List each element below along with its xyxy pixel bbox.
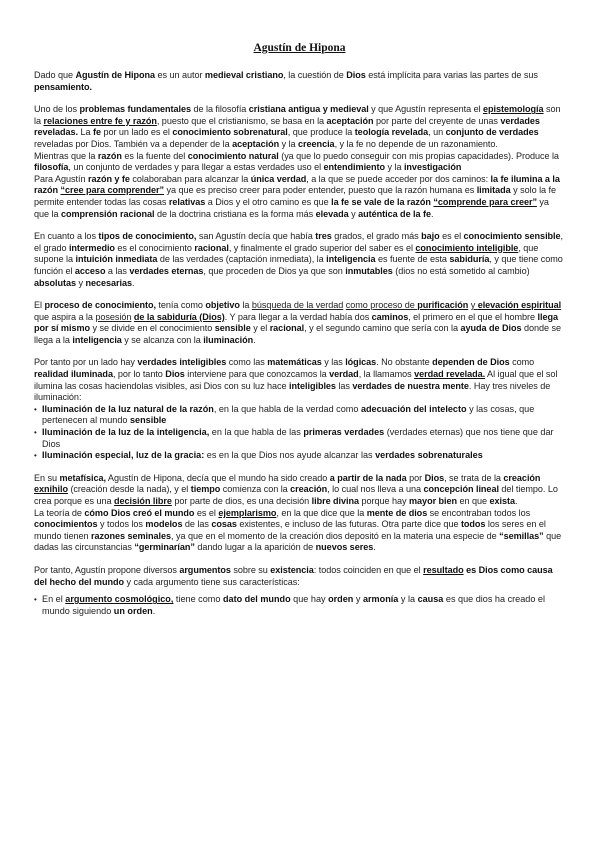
text-run: , la cuestión de bbox=[283, 70, 347, 80]
text-run: En su bbox=[34, 472, 60, 483]
text-run: (dios no está sometido al cambio) bbox=[392, 265, 530, 276]
text-run: que aspira a la bbox=[34, 311, 96, 322]
text-run: primeras verdades bbox=[303, 427, 385, 438]
list-item bbox=[34, 404, 565, 427]
text-run: y la bbox=[385, 162, 404, 173]
text-run: las bbox=[335, 380, 353, 391]
text-run: única verdad bbox=[250, 173, 307, 184]
text-run: modelos bbox=[145, 519, 183, 530]
text-run: porque hay bbox=[359, 496, 410, 506]
text-run: tres bbox=[315, 231, 332, 242]
text-run: es el conocimiento bbox=[114, 242, 195, 253]
text-run: , que supone la bbox=[34, 242, 539, 265]
text-run: tiene como bbox=[173, 594, 223, 605]
text-run: Iluminación de la luz de la inteligencia, bbox=[42, 427, 210, 438]
list-item bbox=[34, 450, 565, 462]
text-run: , a la que se puede acceder por dos caminos: bbox=[306, 173, 491, 184]
text-run: , por lo tanto bbox=[112, 369, 166, 380]
text-run: Al igual que el sol ilumina las cosas haciendolas visibles, asi Dios con su luz hace bbox=[34, 369, 558, 391]
text-run: Por tanto, Agustín propone diversos bbox=[34, 564, 180, 575]
text-run: medieval cristiano bbox=[204, 70, 284, 80]
text-run: “semillas” bbox=[499, 530, 544, 541]
text-run: creación bbox=[290, 484, 328, 495]
text-run: posesión bbox=[95, 311, 132, 322]
text-run: y cada argumento tiene sus características: bbox=[124, 576, 300, 587]
text-run: del tiempo. Lo crea porque es una bbox=[34, 484, 558, 506]
list-item bbox=[34, 594, 565, 617]
text-run: los seres en el mundo tienen bbox=[34, 519, 546, 541]
text-run: en que bbox=[457, 496, 490, 506]
text-run: que dadas las circunstancias bbox=[34, 530, 562, 553]
text-run: objetivo bbox=[205, 300, 240, 311]
text-run: , puesto que el cristianismo, se basa en la bbox=[156, 115, 327, 126]
text-run: de la sabiduría (Dios) bbox=[133, 311, 225, 322]
text-run: caminos bbox=[371, 311, 409, 322]
text-run: un orden bbox=[113, 605, 153, 616]
text-run: verdades de nuestra mente bbox=[352, 380, 469, 391]
text-run: y las bbox=[321, 357, 346, 368]
text-run: El bbox=[34, 300, 45, 311]
text-run: , y finalmente el grado superior del saber es el bbox=[228, 242, 416, 253]
text-run: adecuación del intelecto bbox=[360, 403, 467, 414]
text-run: cosas bbox=[211, 519, 237, 530]
text-run: elevación espiritual bbox=[477, 300, 562, 311]
text-run: , un conjunto de verdades y para llegar a estas verdades uso el bbox=[68, 162, 324, 173]
paragraph-razon bbox=[34, 151, 565, 174]
text-run: mayor bien bbox=[409, 496, 458, 506]
text-run: ejemplarismo bbox=[218, 507, 277, 518]
text-run: limitada bbox=[476, 185, 511, 196]
text-run: sensible bbox=[129, 415, 167, 426]
text-run: acceso bbox=[74, 265, 106, 276]
text-run: inteligibles bbox=[289, 380, 336, 391]
text-run: mente de dios bbox=[366, 507, 428, 518]
text-run: interviene para que conozcamos la bbox=[184, 369, 330, 380]
text-run: , el grado bbox=[34, 231, 564, 253]
text-run: necesarias bbox=[85, 277, 132, 288]
text-run: orden bbox=[328, 594, 354, 605]
text-run: y bbox=[353, 594, 363, 605]
text-run: , y la fe no depende de un razonamiento. bbox=[334, 138, 498, 149]
text-run: son la bbox=[34, 104, 561, 126]
text-run: conocimiento inteligible bbox=[415, 242, 519, 253]
text-run: existencia bbox=[270, 564, 314, 575]
text-run: purificación bbox=[417, 300, 469, 311]
text-run: existentes, e incluso de las futuras. Otra parte dice que bbox=[236, 519, 461, 530]
text-run: decisión libre bbox=[113, 496, 172, 506]
text-run: de la filosofía bbox=[191, 104, 249, 115]
text-run: matemáticas bbox=[267, 357, 322, 368]
text-run: La bbox=[78, 127, 93, 138]
text-run: dando lugar a la aparición de bbox=[194, 542, 316, 553]
text-run: a Dios y el otro camino es que bbox=[205, 196, 332, 207]
paragraph-proceso-conocimiento bbox=[34, 300, 565, 346]
text-run: pensamiento. bbox=[34, 81, 93, 92]
text-run: por parte de dios, es una decisión bbox=[171, 496, 312, 506]
text-run: epistemología bbox=[483, 104, 544, 115]
text-run: elevada bbox=[315, 208, 349, 219]
text-run: metafísica, bbox=[59, 472, 106, 483]
text-run: la fe ilumina a la razón bbox=[34, 173, 560, 196]
text-run: “cree para comprender” bbox=[60, 185, 165, 196]
text-run: y la bbox=[279, 138, 299, 149]
text-run: . bbox=[131, 277, 135, 288]
text-run: . bbox=[515, 496, 518, 506]
text-run: . Hay tres niveles de iluminación: bbox=[34, 380, 551, 403]
text-run: a partir de la nada bbox=[329, 472, 407, 483]
text-run: exnihilo bbox=[34, 484, 68, 495]
text-run: inmutables bbox=[345, 265, 393, 276]
text-run: Iluminación de la luz natural de la razón bbox=[42, 403, 214, 414]
text-run: . No obstante bbox=[376, 357, 433, 368]
text-run: inteligencia bbox=[326, 254, 376, 265]
text-run: verdad bbox=[329, 369, 359, 380]
text-run: argumento cosmológico, bbox=[65, 594, 174, 605]
text-run: conocimiento natural bbox=[187, 150, 279, 161]
text-run: , un bbox=[428, 127, 446, 138]
text-run: , el primero en el que el hombre bbox=[408, 311, 538, 322]
text-run: conocimiento sobrenatural bbox=[172, 127, 288, 138]
text-run: , y que tiene como función el bbox=[34, 254, 563, 276]
text-run: lógicas bbox=[345, 357, 377, 368]
text-run: filosofía bbox=[34, 162, 69, 173]
text-run: como bbox=[509, 357, 535, 368]
text-run: teología revelada bbox=[354, 127, 429, 138]
text-run: es fuente de esta bbox=[375, 254, 450, 265]
text-run: . bbox=[373, 542, 376, 553]
list-iluminacion bbox=[34, 404, 565, 462]
text-run: verdad revelada. bbox=[414, 369, 486, 380]
text-run: y la bbox=[398, 594, 418, 605]
text-run: de las bbox=[182, 519, 212, 530]
text-run: realidad iluminada bbox=[34, 369, 113, 380]
text-run: la bbox=[239, 300, 252, 311]
text-run: En el bbox=[42, 594, 66, 605]
text-run: conocimientos bbox=[34, 519, 98, 530]
text-run: y que Agustín representa el bbox=[368, 104, 484, 115]
text-run: ayuda de Dios bbox=[460, 323, 522, 334]
text-run: . Y para llegar a la verdad había dos bbox=[224, 311, 372, 322]
text-run: La teoría de bbox=[34, 507, 85, 518]
text-run: por un lado es el bbox=[100, 127, 173, 138]
text-run: creencia bbox=[298, 138, 335, 149]
paragraph-tipos-conocimiento bbox=[34, 231, 565, 289]
text-run: nuevos seres bbox=[315, 542, 374, 553]
text-run: concepción lineal bbox=[423, 484, 499, 495]
text-run: resultado bbox=[423, 564, 464, 575]
text-run: , en la que dice que la bbox=[276, 507, 367, 518]
text-run: a las bbox=[105, 265, 130, 276]
text-run: racional bbox=[194, 242, 229, 253]
text-run: entendimiento bbox=[323, 162, 386, 173]
text-run: de la doctrina cristiana es la forma más bbox=[154, 208, 316, 219]
text-run: verdades reveladas. bbox=[34, 115, 540, 138]
text-run: sabiduría bbox=[449, 254, 490, 265]
text-run: . bbox=[431, 208, 434, 219]
text-run: razón y fe bbox=[87, 173, 130, 184]
paragraph-metafisica bbox=[34, 473, 565, 508]
text-run: como proceso de bbox=[345, 300, 418, 311]
text-run: , que proceden de Dios ya que son bbox=[203, 265, 346, 276]
text-run: reveladas por Dios. También va a depender de la bbox=[34, 138, 233, 149]
text-run: de las verdades (captación inmediata), la bbox=[157, 254, 327, 265]
text-run: intermedio bbox=[68, 242, 115, 253]
text-run: Por tanto por un lado hay bbox=[34, 357, 138, 368]
text-run: . bbox=[253, 334, 256, 345]
text-run: razón bbox=[97, 150, 122, 161]
text-run: intuición inmediata bbox=[75, 254, 158, 265]
text-run: conjunto de verdades bbox=[445, 127, 539, 138]
text-run: verdades eternas bbox=[129, 265, 204, 276]
text-run: se encontraban todos los bbox=[427, 507, 531, 518]
text-run: Agustín de Hipona, decía que el mundo ha sido creado bbox=[105, 472, 330, 483]
text-run: donde se llega a la bbox=[34, 323, 561, 345]
text-run: ya que es preciso creer para poder entender, puesto que la razón humana es bbox=[164, 185, 477, 196]
text-run: , la llamamos bbox=[358, 369, 415, 380]
text-run: y las cosas, que pertenecen al mundo bbox=[42, 403, 535, 426]
text-run: y todos los bbox=[97, 519, 146, 530]
text-run: , que produce la bbox=[287, 127, 355, 138]
text-run: “comprende para creer” bbox=[433, 196, 537, 207]
text-run: es Dios como causa del hecho del mundo bbox=[34, 564, 553, 587]
text-run: , lo cual nos lleva a una bbox=[327, 484, 424, 495]
paragraph-argumentos bbox=[34, 565, 565, 588]
text-run: ya que la bbox=[34, 196, 549, 219]
text-run: sobre su bbox=[230, 564, 271, 575]
text-run: , ya que en el momento de la creación dios depositó en la materia una especie de bbox=[171, 530, 500, 541]
text-run: “germinarían” bbox=[134, 542, 195, 553]
text-run: Para Agustín bbox=[34, 173, 88, 184]
text-run: Dios bbox=[424, 472, 445, 483]
text-run: razones seminales bbox=[91, 530, 172, 541]
text-run: y se alcanza con la bbox=[121, 334, 204, 345]
text-run: aceptación bbox=[232, 138, 280, 149]
text-run: san Agustín decía que había bbox=[196, 231, 316, 242]
text-run: como las bbox=[226, 357, 268, 368]
text-run: inteligencia bbox=[72, 334, 122, 345]
text-run: por parte del creyente de unas bbox=[373, 115, 501, 126]
text-run: y se divide en el conocimiento bbox=[90, 323, 215, 334]
text-run: . bbox=[152, 605, 156, 616]
page-title: Agustín de Hipona bbox=[253, 42, 346, 54]
text-run: cómo Dios creó el mundo bbox=[84, 507, 195, 518]
text-run: está implícita para varias las partes de sus bbox=[365, 70, 538, 80]
text-run: relaciones entre fe y razón bbox=[43, 115, 157, 126]
text-run: Uno de los bbox=[34, 104, 80, 115]
text-run: tipos de conocimiento, bbox=[98, 231, 197, 242]
text-run: absolutas bbox=[34, 277, 76, 288]
paragraph-iluminacion bbox=[34, 357, 565, 403]
text-run: Dios bbox=[346, 70, 366, 80]
text-run: comprensión racional bbox=[60, 208, 155, 219]
text-run: dependen de Dios bbox=[432, 357, 510, 368]
text-run: aceptación bbox=[326, 115, 374, 126]
text-run: argumentos bbox=[179, 564, 231, 575]
text-run: es que dios ha creado el mundo siguiendo bbox=[42, 594, 545, 616]
text-run: todos bbox=[460, 519, 486, 530]
text-run: dato del mundo bbox=[222, 594, 291, 605]
text-run: auténtica de la fe bbox=[358, 208, 431, 219]
text-run: causa bbox=[417, 594, 444, 605]
text-run: investigación bbox=[403, 162, 462, 173]
text-run: (verdades eternas) que nos tiene que dar Dios bbox=[42, 427, 554, 449]
list-item bbox=[34, 427, 565, 450]
text-run: es en la que Dios nos ayude alcanzar las bbox=[204, 450, 376, 461]
text-run: problemas fundamentales bbox=[79, 104, 191, 115]
text-run: grados, el grado más bbox=[331, 231, 422, 242]
text-run: relativas bbox=[168, 196, 206, 207]
text-run: búsqueda de la verdad bbox=[251, 300, 344, 311]
text-run: sensible bbox=[214, 323, 251, 334]
paragraph-intro bbox=[34, 70, 565, 93]
text-run: Agustín de Hipona bbox=[75, 70, 155, 80]
text-run: creación bbox=[503, 472, 541, 483]
text-run: y bbox=[470, 300, 478, 311]
text-run: Iluminación especial, luz de la gracia: bbox=[42, 450, 205, 461]
text-run: tenía como bbox=[155, 300, 206, 311]
text-run: Dado que bbox=[34, 70, 76, 80]
paragraph-ejemplarismo bbox=[34, 508, 565, 554]
text-run: llega por sí mismo bbox=[34, 311, 558, 334]
text-run: : todos coinciden en que el bbox=[313, 564, 424, 575]
text-run: en la que habla de las bbox=[209, 427, 304, 438]
text-run: comienza con la bbox=[220, 484, 291, 495]
text-run: armonía bbox=[362, 594, 399, 605]
text-run: fe bbox=[92, 127, 101, 138]
text-run: que hay bbox=[290, 594, 329, 605]
text-run: es un autor bbox=[155, 70, 205, 80]
text-run: iluminación bbox=[203, 334, 254, 345]
text-run: exista bbox=[489, 496, 515, 506]
list-argumentos bbox=[34, 594, 565, 617]
text-run: bajo bbox=[421, 231, 440, 242]
text-run: racional bbox=[269, 323, 305, 334]
text-run: libre divina bbox=[311, 496, 360, 506]
text-run: es el bbox=[439, 231, 464, 242]
text-run: (ya que lo puedo conseguir con mis propias capacidades). Produce la bbox=[278, 150, 559, 161]
text-run: proceso de conocimiento, bbox=[44, 300, 156, 311]
text-run: Mientras que la bbox=[34, 150, 98, 161]
text-run: la fe se vale de la razón bbox=[331, 196, 434, 207]
text-run: , en la que habla de la verdad como bbox=[213, 403, 361, 414]
text-run: y bbox=[348, 208, 359, 219]
text-run: Dios bbox=[165, 369, 185, 380]
text-run: (creación desde la nada), y el bbox=[67, 484, 191, 495]
text-run: , se trata de la bbox=[444, 472, 504, 483]
text-run: verdades sobrenaturales bbox=[375, 450, 483, 461]
text-run: es la fuente del bbox=[121, 150, 188, 161]
text-run: conocimiento sensible bbox=[463, 231, 561, 242]
paragraph-caminos bbox=[34, 174, 565, 220]
text-run: , y el segundo camino que sería con la bbox=[304, 323, 461, 334]
text-run: cristiana antigua y medieval bbox=[248, 104, 369, 115]
text-run: y solo la fe permite entender todas las cosas bbox=[34, 185, 557, 207]
paragraph-fe-razon bbox=[34, 104, 565, 150]
text-run: es el bbox=[194, 507, 219, 518]
text-run: por bbox=[406, 472, 425, 483]
text-run: tiempo bbox=[190, 484, 221, 495]
text-run: y el bbox=[250, 323, 270, 334]
text-run: En cuanto a los bbox=[34, 231, 99, 242]
text-run: colaboraban para alcanzar la bbox=[129, 173, 251, 184]
text-run: y bbox=[76, 277, 86, 288]
text-run: verdades inteligibles bbox=[137, 357, 227, 368]
